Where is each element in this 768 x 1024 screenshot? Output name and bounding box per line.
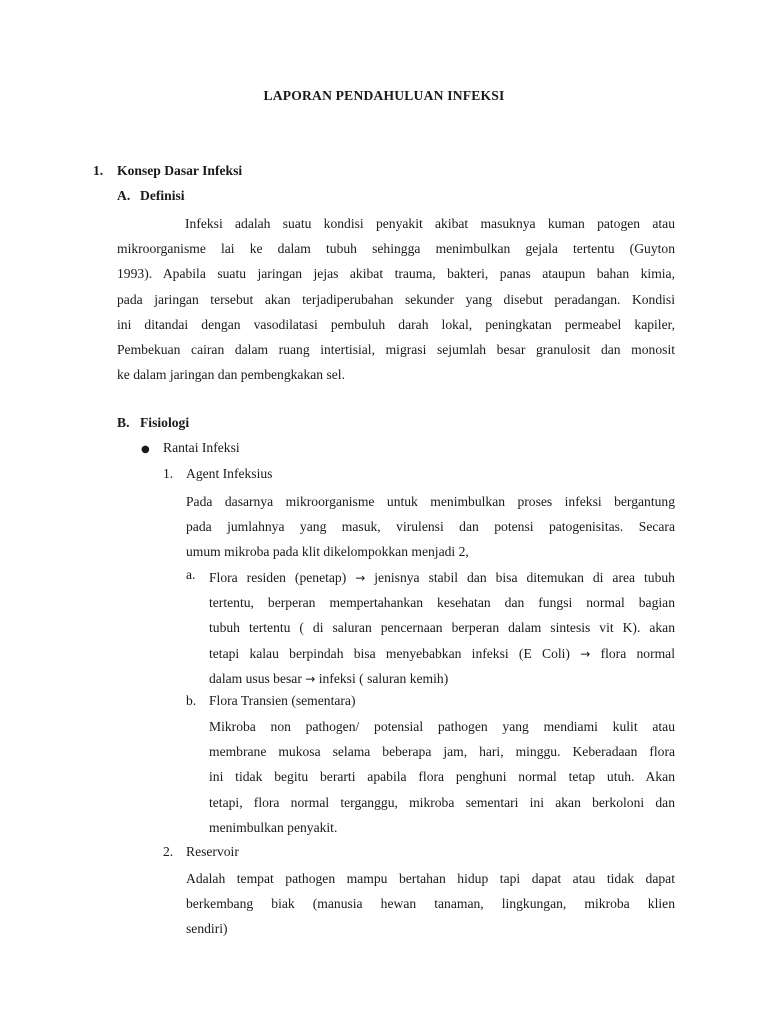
definisi-paragraph	[117, 211, 675, 387]
list-number: 2.	[163, 844, 174, 859]
paragraph-line: pada jumlahnya yang masuk, virulensi dan potensi patogenisitas. Secara	[186, 519, 675, 535]
list-item-label: Reservoir	[186, 844, 239, 859]
paragraph-line: tubuh tertentu ( di saluran pencernaan berperan dalam sintesis vit K). akan	[209, 620, 675, 636]
paragraph-line: ini ditandai dengan vasodilatasi pembuluh darah lokal, peningkatan permeabel kapiler,	[117, 316, 675, 332]
list-item-label: Agent Infeksius	[186, 466, 273, 481]
paragraph-line: membrane mukosa selama beberapa jam, hari, minggu. Keberadaan flora	[209, 744, 675, 760]
arrow-right-icon: →	[355, 571, 366, 585]
paragraph-line: berkembang biak (manusia hewan tanaman, lingkungan, mikroba klien	[186, 896, 675, 912]
bullet-icon: ●	[141, 444, 150, 455]
text-span: infeksi ( saluran kemih)	[318, 670, 449, 686]
bullet-label: Rantai Infeksi	[163, 440, 240, 455]
arrow-right-icon: →	[305, 671, 316, 686]
paragraph-line: tetapi, flora normal terganggu, mikroba sementari ini akan berkoloni dan	[209, 794, 675, 810]
paragraph-line: ini tidak begitu berarti apabila flora penghuni normal tetap utuh. Akan	[209, 769, 675, 785]
paragraph-line: pada jaringan tersebut akan terjadiperubahan sekunder yang disebut peradangan. Kondisi	[117, 291, 675, 307]
paragraph-line: mikroorganisme lai ke dalam tubuh sehingga menimbulkan gejala tertentu (Guyton	[117, 241, 675, 257]
flora-transien-paragraph	[209, 714, 675, 840]
sublist-letter: a.	[186, 567, 196, 582]
agent-paragraph	[186, 489, 675, 565]
paragraph-line: tertentu, berperan mempertahankan kesehatan dan fungsi normal bagian	[209, 595, 675, 611]
subsection-letter: A.	[117, 188, 131, 203]
paragraph-line: Adalah tempat pathogen mampu bertahan hidup tapi dapat atau tidak dapat	[186, 871, 675, 886]
paragraph-line	[209, 666, 675, 691]
reservoir-paragraph	[186, 866, 675, 942]
paragraph-line: sendiri)	[186, 921, 228, 937]
paragraph-line: Infeksi adalah suatu kondisi penyakit akibat masuknya kuman patogen atau	[185, 216, 675, 231]
text-span: flora normal	[600, 645, 675, 661]
flora-residen-paragraph	[209, 565, 675, 691]
section-number: 1.	[93, 163, 104, 178]
paragraph-line: Mikroba non pathogen/ potensial pathogen yang mendiami kulit atau	[209, 719, 675, 734]
paragraph-line: menimbulkan penyakit.	[209, 819, 338, 835]
document-title: LAPORAN PENDAHULUAN INFEKSI	[263, 88, 505, 103]
subsection-heading-definisi: Definisi	[140, 188, 185, 203]
paragraph-line	[209, 565, 675, 590]
paragraph-line	[209, 641, 675, 666]
sublist-letter: b.	[186, 693, 197, 708]
subsection-heading-fisiologi: Fisiologi	[140, 415, 190, 430]
text-span: dalam usus besar	[209, 670, 302, 686]
section-heading: Konsep Dasar Infeksi	[117, 163, 243, 178]
text-span: jenisnya stabil dan bisa ditemukan di area tubuh	[374, 570, 675, 585]
paragraph-line: ke dalam jaringan dan pembengkakan sel.	[117, 367, 345, 383]
sublist-label: Flora Transien (sementara)	[209, 693, 356, 708]
paragraph-line: Pada dasarnya mikroorganisme untuk menimbulkan proses infeksi bergantung	[186, 494, 675, 509]
subsection-letter: B.	[117, 415, 130, 430]
paragraph-line: umum mikroba pada klit dikelompokkan menjadi 2,	[186, 544, 469, 560]
arrow-right-icon: →	[580, 646, 591, 661]
text-span: Flora residen (penetap)	[209, 570, 347, 585]
list-number: 1.	[163, 466, 174, 481]
paragraph-line: 1993). Apabila suatu jaringan jejas akibat trauma, bakteri, panas ataupun bahan kimia,	[117, 266, 675, 282]
paragraph-line: Pembekuan cairan dalam ruang intertisial, migrasi sejumlah besar granulosit dan monosit	[117, 341, 675, 357]
text-span: tetapi kalau berpindah bisa menyebabkan infeksi (E Coli)	[209, 645, 570, 661]
